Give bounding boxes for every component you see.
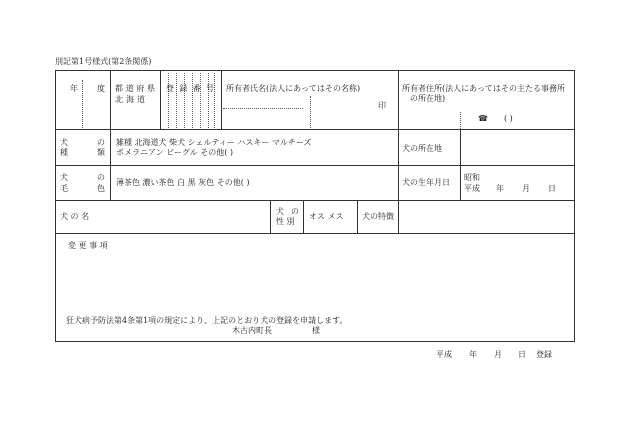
owner-address-label-line1: 所有者住所(法人にあってはその主たる事務所 xyxy=(402,84,566,93)
birth-month-label: 月 xyxy=(522,184,530,193)
footer-day: 日 xyxy=(518,350,526,359)
era-showa: 昭和 xyxy=(464,173,480,182)
form-title: 別記第1号様式(第2条関係) xyxy=(55,57,152,66)
footer-year: 年 xyxy=(469,350,477,359)
row2-divider xyxy=(55,165,575,166)
row3-divider xyxy=(55,200,575,201)
col-location-divider xyxy=(460,129,461,200)
application-statement: 狂犬病予防法第4条第1項の規定により、上記のとおり犬の登録を申請します。 xyxy=(66,316,348,325)
birth-date-label: 犬の生年月日 xyxy=(402,178,450,187)
owner-dotted-guide xyxy=(310,96,311,128)
col-owner-divider xyxy=(398,70,399,233)
seal-mark: 印 xyxy=(378,101,386,110)
birth-day-label: 日 xyxy=(548,184,556,193)
sex-label-1b: の xyxy=(291,207,299,216)
row1-divider xyxy=(55,129,575,130)
reg-dotted-guide-5 xyxy=(200,73,201,128)
registration-number-label: 登録番号 xyxy=(166,84,214,93)
reg-dotted-guide-4 xyxy=(192,73,193,128)
footer-month: 月 xyxy=(494,350,502,359)
registration-form-frame xyxy=(55,70,575,342)
sex-label-2: 性 別 xyxy=(276,217,295,226)
breed-label-2b: 類 xyxy=(97,148,105,157)
changes-label: 変 更 事 項 xyxy=(68,241,108,250)
phone-number-parens: ( ) xyxy=(504,114,513,123)
coat-label-2b: 色 xyxy=(97,184,105,193)
col-year-divider xyxy=(110,70,111,200)
era-heisei: 平成 xyxy=(464,184,480,193)
breed-label-2a: 種 xyxy=(60,148,68,157)
year-label-1: 年 xyxy=(70,84,78,93)
reg-dotted-guide-3 xyxy=(184,73,185,128)
address-dotted-guide xyxy=(460,112,461,129)
col-pref-divider xyxy=(160,70,161,129)
reg-dotted-guide-7 xyxy=(214,73,215,128)
prefecture-label: 都道府県 xyxy=(115,84,155,93)
col-sex-label-divider xyxy=(270,200,271,233)
coat-label-1b: の xyxy=(97,173,105,182)
footer-era: 平成 xyxy=(436,350,452,359)
breed-label-1a: 犬 xyxy=(60,138,68,147)
col-sex-value-divider xyxy=(303,200,304,233)
breed-options-line2: ポメラニアン ビーグル その他( ) xyxy=(116,148,233,157)
row4-divider xyxy=(55,233,575,234)
coat-label-1a: 犬 xyxy=(60,173,68,182)
owner-name-label: 所有者氏名(法人にあってはその名称) xyxy=(226,84,361,93)
coat-label-2a: 毛 xyxy=(60,184,68,193)
breed-options-line1: 雑種 北海道犬 柴犬 シェルティー ハスキー マルチーズ xyxy=(116,138,312,147)
coat-color-options: 薄茶色 濃い茶色 白 黒 灰色 その他( ) xyxy=(116,178,250,187)
phone-icon: ☎ xyxy=(478,114,488,123)
reg-dotted-guide-1 xyxy=(168,73,169,128)
year-dotted-guide xyxy=(82,80,83,128)
breed-label-1b: の xyxy=(97,138,105,147)
year-label-2: 度 xyxy=(97,84,105,93)
sex-options: オス メス xyxy=(309,212,344,221)
footer-registered: 登録 xyxy=(536,350,552,359)
col-reg-divider xyxy=(221,70,222,129)
dog-name-label: 犬 の 名 xyxy=(60,212,90,221)
prefecture-value: 北海道 xyxy=(115,95,145,104)
dog-location-label: 犬の所在地 xyxy=(402,144,442,153)
features-label: 犬の特徴 xyxy=(362,212,394,221)
birth-year-label: 年 xyxy=(496,184,504,193)
col-features-divider xyxy=(357,200,358,233)
sex-label-1a: 犬 xyxy=(276,207,284,216)
reg-dotted-guide-6 xyxy=(208,73,209,128)
owner-name-dotted-underline xyxy=(223,108,303,109)
addressee-name: 木古内町長 xyxy=(232,326,272,335)
owner-address-label-line2: の所在地) xyxy=(410,94,446,103)
reg-dotted-guide-2 xyxy=(176,73,177,128)
addressee-honorific: 様 xyxy=(312,326,320,335)
